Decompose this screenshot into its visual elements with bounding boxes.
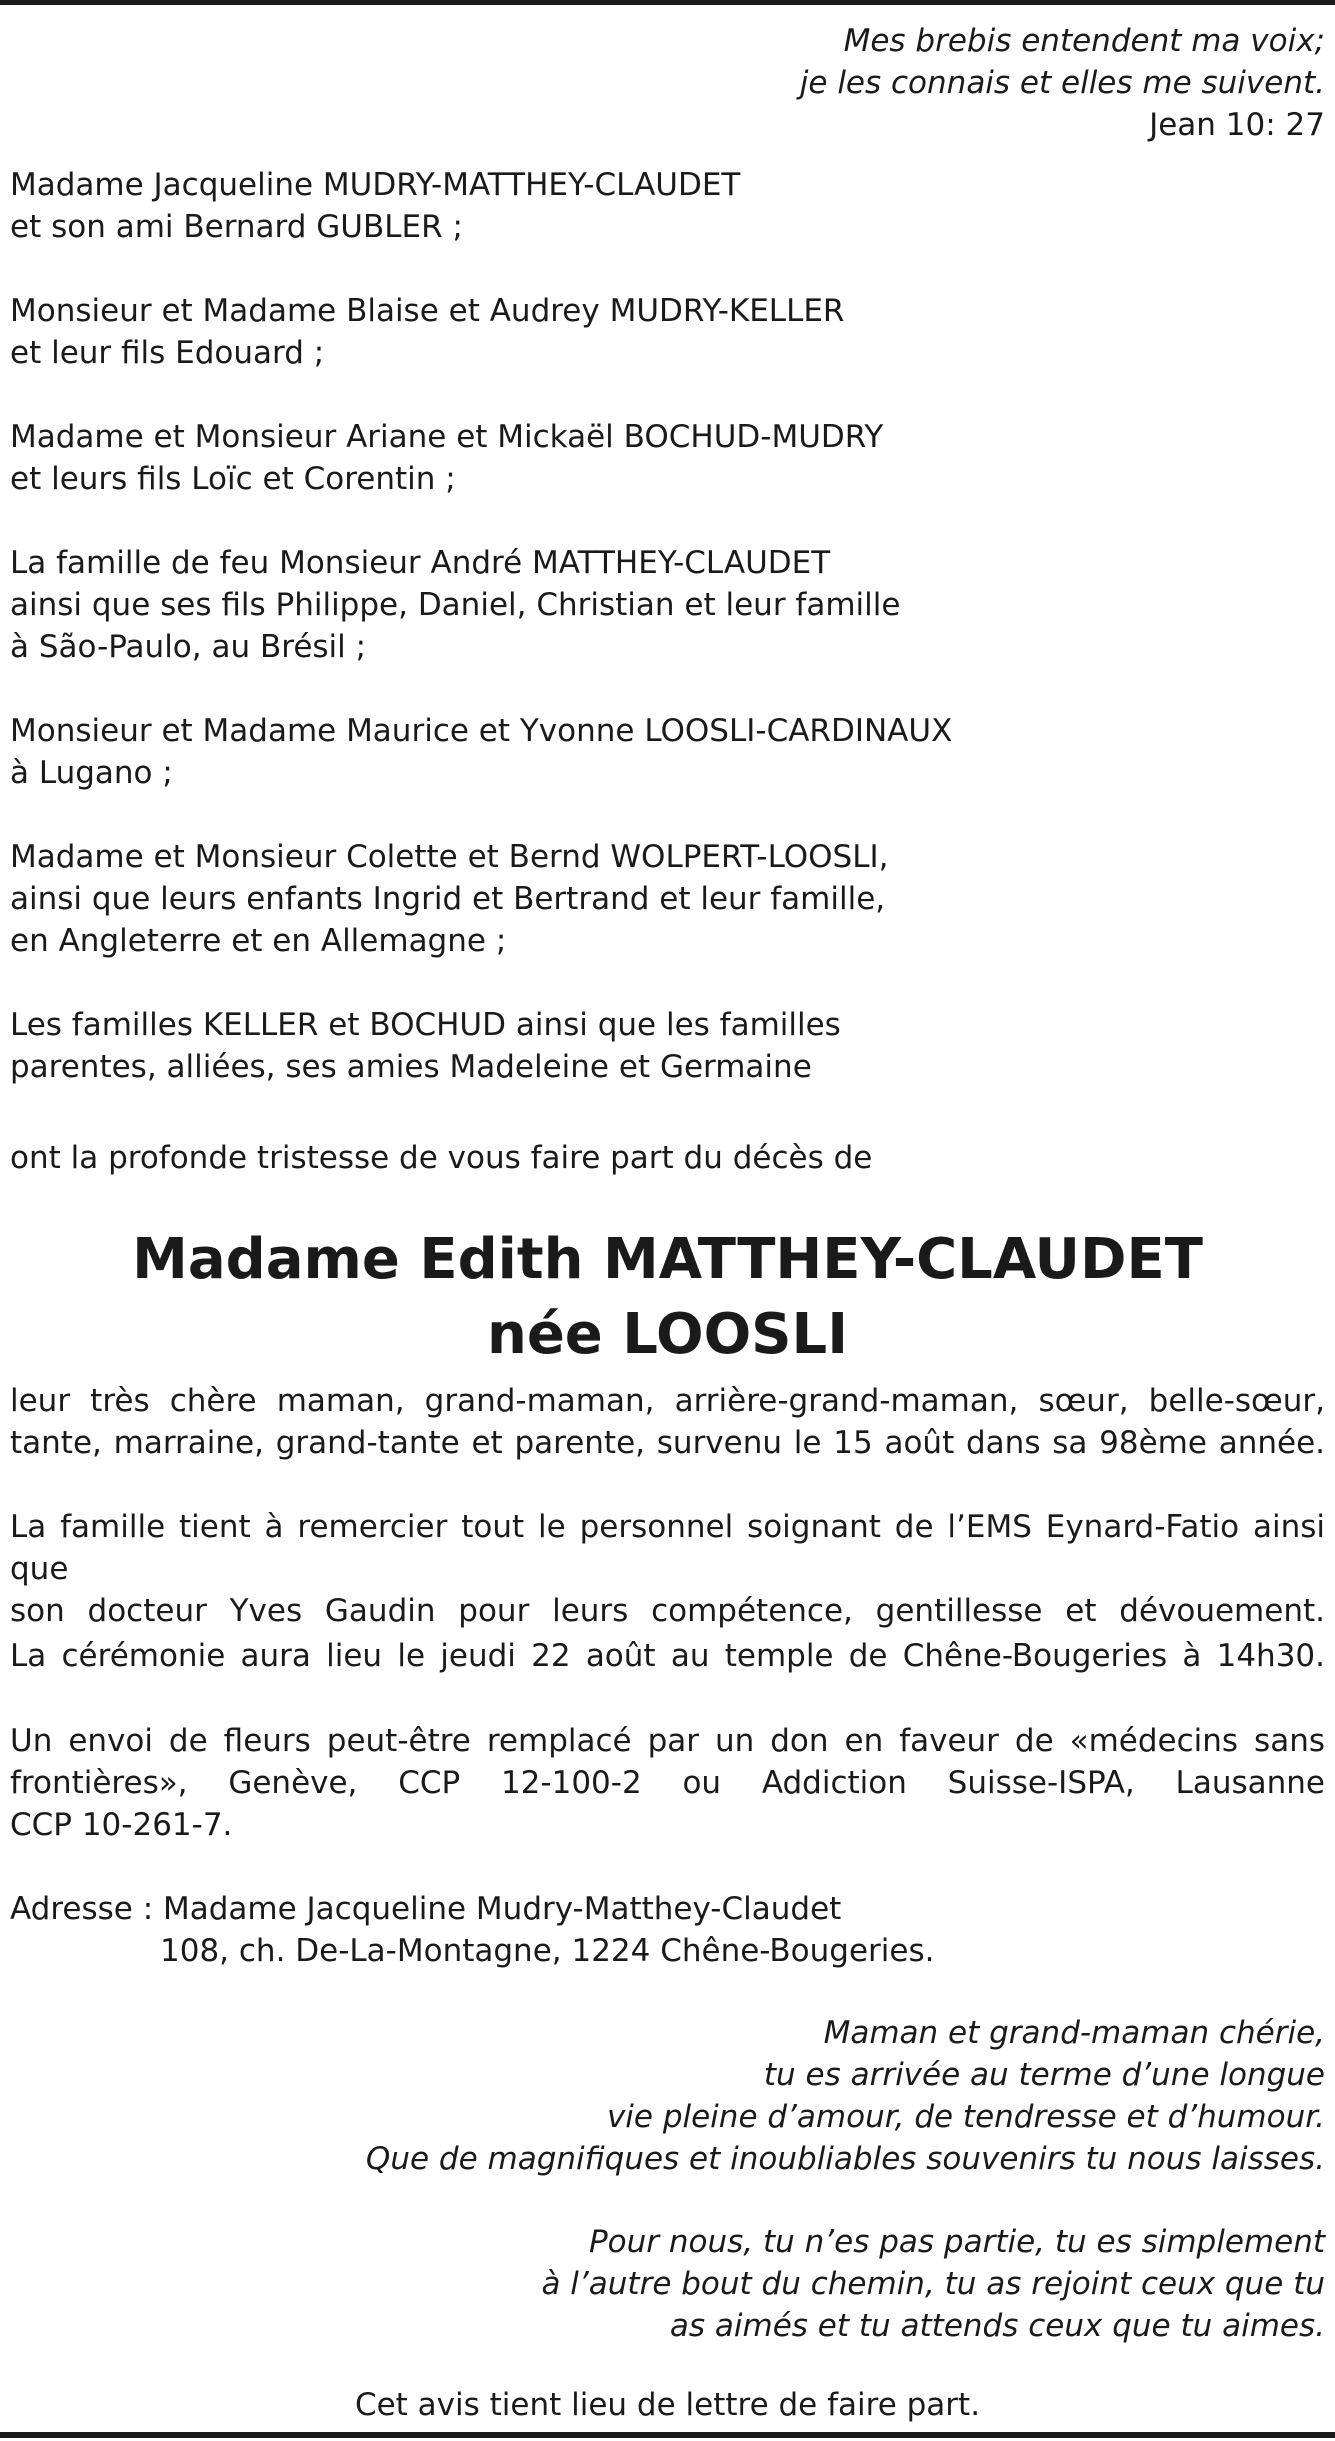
family-line: à Lugano ;	[10, 755, 173, 791]
family-block	[10, 836, 1010, 962]
poem-line: tu es arrivée au terme d’une longue	[763, 2057, 1325, 2093]
family-line: et leur fils Edouard ;	[10, 335, 325, 371]
family-line: et leurs fils Loïc et Corentin ;	[10, 461, 456, 497]
ceremony-line: La cérémonie aura lieu le jeudi 22 août au temple de Chêne-Bougeries à 14h30.	[10, 1638, 1325, 1674]
top-border-rule	[0, 0, 1335, 5]
family-line: Madame et Monsieur Colette et Bernd WOLPERT-LOOSLI,	[10, 839, 889, 875]
thanks-line-2: son docteur Yves Gaudin pour leurs compétence, gentillesse et dévouement.	[10, 1593, 1325, 1629]
ceremony-paragraph	[10, 1635, 1325, 1677]
poem-line: Maman et grand-maman chérie,	[823, 2015, 1325, 2051]
announcement-intro: ont la profonde tristesse de vous faire part du décès de	[10, 1140, 873, 1176]
flowers-paragraph	[10, 1720, 1325, 1846]
family-line: à São-Paulo, au Brésil ;	[10, 629, 367, 665]
poem-line: vie pleine d’amour, de tendresse et d’humour.	[606, 2099, 1325, 2135]
family-line: Madame Jacqueline MUDRY-MATTHEY-CLAUDET	[10, 167, 741, 203]
address-line-1: Adresse : Madame Jacqueline Mudry-Matthey-Claudet	[10, 1891, 842, 1927]
relation-paragraph	[10, 1380, 1325, 1464]
thanks-line-1: La famille tient à remercier tout le personnel soignant de l’EMS Eynard-Fatio ainsi que	[10, 1509, 1325, 1587]
flowers-line-3: CCP 10-261-7.	[10, 1807, 233, 1843]
poem-line: Pour nous, tu n’es pas partie, tu es simplement	[588, 2224, 1325, 2260]
flowers-line-1: Un envoi de fleurs peut-être remplacé par un don en faveur de «médecins sans	[10, 1723, 1325, 1759]
family-line: parentes, alliées, ses amies Madeleine et Germaine	[10, 1049, 812, 1085]
deceased-maiden-name: née LOOSLI	[486, 1302, 849, 1367]
family-line: et son ami Bernard GUBLER ;	[10, 209, 463, 245]
family-line: ainsi que leurs enfants Ingrid et Bertrand et leur famille,	[10, 881, 886, 917]
family-line: Les familles KELLER et BOCHUD ainsi que les familles	[10, 1007, 841, 1043]
family-block	[10, 542, 1010, 668]
relation-line-1: leur très chère maman, grand-maman, arrière-grand-maman, sœur, belle-sœur,	[10, 1383, 1325, 1419]
tribute-poem-1	[366, 2012, 1325, 2180]
flowers-line-2: frontières», Genève, CCP 12-100-2 ou Addiction Suisse-ISPA, Lausanne	[10, 1765, 1325, 1801]
tribute-poem-2	[541, 2221, 1325, 2347]
family-line: en Angleterre et en Allemagne ;	[10, 923, 507, 959]
verse-line-1: Mes brebis entendent ma voix;	[843, 23, 1325, 59]
verse-reference: Jean 10: 27	[1149, 107, 1325, 143]
verse-line-2: je les connais et elles me suivent.	[799, 65, 1325, 101]
family-block	[10, 416, 1010, 500]
family-line: Monsieur et Madame Blaise et Audrey MUDRY-KELLER	[10, 293, 845, 329]
family-line: Monsieur et Madame Maurice et Yvonne LOOSLI-CARDINAUX	[10, 713, 953, 749]
poem-line: as aimés et tu attends ceux que tu aimes.	[669, 2308, 1325, 2344]
deceased-name: Madame Edith MATTHEY-CLAUDET	[132, 1227, 1203, 1292]
bottom-border-rule	[0, 2432, 1335, 2438]
family-line: ainsi que ses fils Philippe, Daniel, Christian et leur famille	[10, 587, 901, 623]
poem-line: à l’autre bout du chemin, tu as rejoint ceux que tu	[541, 2266, 1325, 2302]
address-line-2: 108, ch. De-La-Montagne, 1224 Chêne-Bougeries.	[160, 1933, 935, 1969]
thanks-paragraph	[10, 1506, 1325, 1632]
family-line: La famille de feu Monsieur André MATTHEY-CLAUDET	[10, 545, 831, 581]
family-block	[10, 710, 1010, 794]
contact-address	[10, 1888, 934, 1972]
bible-verse	[800, 20, 1325, 146]
family-block	[10, 1004, 1010, 1088]
relation-line-2: tante, marraine, grand-tante et parente, survenu le 15 août dans sa 98ème année.	[10, 1425, 1325, 1461]
family-list	[10, 164, 1010, 1130]
closing-note: Cet avis tient lieu de lettre de faire part.	[354, 2387, 981, 2423]
family-block	[10, 164, 1010, 248]
family-block	[10, 290, 1010, 374]
poem-line: Que de magnifiques et inoubliables souvenirs tu nous laisses.	[365, 2141, 1325, 2177]
family-line: Madame et Monsieur Ariane et Mickaël BOCHUD-MUDRY	[10, 419, 884, 455]
